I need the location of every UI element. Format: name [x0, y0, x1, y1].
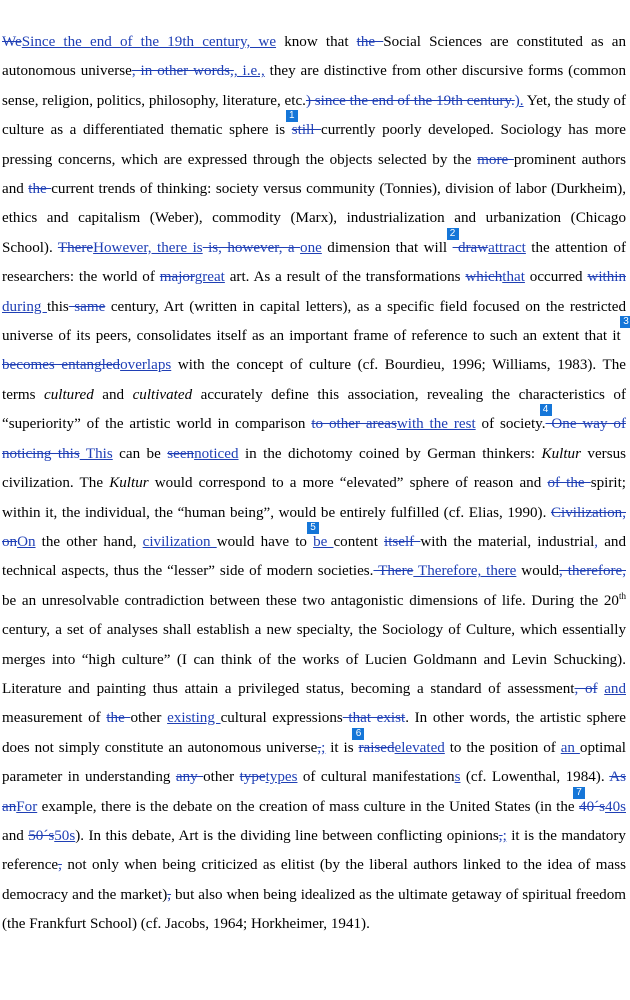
- body-text: Yet, the study of culture as a differentiated thematic sphere is: [2, 92, 627, 139]
- deleted-text[interactable]: of the: [547, 475, 591, 492]
- comment-marker-label: 4: [540, 404, 552, 416]
- body-text: but also when being idealized as the ultimate getaway of spiritual freedom (the Frankfurt School) (cf. Jacobs, 1964; Horkheimer, 1941).: [2, 886, 626, 933]
- body-text: can be: [112, 445, 168, 462]
- deleted-text[interactable]: itself: [384, 533, 421, 550]
- comment-marker-label: 3: [620, 316, 630, 328]
- inserted-text[interactable]: an: [560, 739, 580, 756]
- deleted-text[interactable]: the: [356, 34, 384, 50]
- italic-term: Kultur: [541, 445, 581, 462]
- inserted-text[interactable]: types: [265, 769, 298, 786]
- inserted-text[interactable]: ).: [514, 92, 524, 109]
- comment-marker-label: 7: [573, 787, 585, 799]
- body-text: in the dichotomy coined by German thinkers:: [238, 445, 542, 462]
- body-text: cultural expressions: [220, 710, 343, 727]
- deleted-text[interactable]: , therefore,: [559, 563, 626, 580]
- inserted-text[interactable]: be: [313, 533, 334, 550]
- body-text: century, a set of analyses shall establish a new specialty, the Sociology of Culture, which essentially merges into “high culture” (I can think of the works of Lucien Goldmann and Levin Schucking). Literature and painting thus attain a privileged status, becoming a standard of assessment: [2, 622, 626, 697]
- deleted-text[interactable]: One way of noticing this: [2, 416, 626, 462]
- inserted-text[interactable]: s: [454, 769, 461, 786]
- deleted-text[interactable]: raised: [358, 739, 395, 756]
- body-text: it is: [325, 739, 359, 756]
- inserted-text[interactable]: with the rest: [396, 416, 476, 433]
- deleted-text[interactable]: 50´s: [28, 827, 55, 844]
- body-text: versus civilization. The: [2, 445, 626, 492]
- body-text: other: [130, 710, 168, 727]
- superscript: th: [618, 590, 626, 601]
- body-text: dimension that will: [321, 239, 453, 256]
- deleted-text[interactable]: ,: [317, 739, 322, 756]
- body-text: to the position of: [444, 739, 561, 756]
- body-text: the other hand,: [35, 533, 143, 550]
- body-text: example, there is the debate on the creation of mass culture in the United States (in the: [37, 798, 580, 815]
- body-text: the attention of researchers: the world of: [2, 239, 626, 286]
- body-text: current trends of thinking: society versus community (Tonnies), division of labor (Durkheim), ethics and capitalism (Weber), commodity (Marx), industrialization and urbanization (Chicago School).: [2, 181, 626, 256]
- inserted-text[interactable]: during: [2, 298, 47, 315]
- body-text: and: [2, 827, 29, 844]
- body-text: ). In this debate, Art is the dividing line between conflicting opinions: [75, 827, 499, 844]
- deleted-text[interactable]: major: [159, 269, 195, 286]
- deleted-text[interactable]: to other areas: [311, 416, 397, 433]
- inserted-text[interactable]: and: [604, 680, 626, 697]
- body-text: accurately define this association, revealing the characteristics of “superiority” of the artistic world in comparison: [2, 386, 626, 433]
- body-text: . In other words, the artistic sphere does not simply constitute an autonomous universe: [2, 710, 627, 756]
- comment-marker-label: 6: [352, 728, 364, 740]
- body-text: currently: [321, 122, 383, 139]
- inserted-text[interactable]: ,: [594, 533, 599, 550]
- inserted-text[interactable]: On: [17, 533, 36, 550]
- body-text: know that: [276, 34, 357, 50]
- body-text: optimal parameter in understanding: [2, 739, 627, 786]
- body-text: and technical aspects, thus the “lesser” side of modern societies.: [2, 533, 626, 580]
- body-text: and: [93, 386, 133, 403]
- deleted-text[interactable]: , in other words,: [131, 63, 234, 80]
- inserted-text[interactable]: ;: [321, 739, 326, 756]
- inserted-text[interactable]: For: [16, 798, 38, 815]
- italic-term: Kultur: [109, 475, 149, 492]
- deleted-text[interactable]: There: [57, 239, 94, 256]
- deleted-text[interactable]: still: [291, 122, 321, 139]
- body-text: measurement of: [2, 710, 107, 727]
- italic-term: cultured: [44, 386, 94, 403]
- body-text: art. As a result of the transformations: [224, 269, 466, 286]
- body-text: with the concept of culture (cf. Bourdieu, 1996; Williams, 1983). The terms: [2, 357, 626, 403]
- deleted-text[interactable]: As an: [2, 769, 626, 815]
- body-text: Social Sciences are constituted as an autonomous universe: [2, 34, 627, 80]
- inserted-text[interactable]: ;: [502, 827, 507, 844]
- body-text: would have to: [216, 533, 314, 550]
- deleted-text[interactable]: ,: [498, 827, 503, 844]
- body-text: not only when being criticized as elitist (by the liberal authors linked to the idea of mass democracy and the market): [2, 857, 626, 903]
- inserted-text[interactable]: that: [502, 269, 525, 286]
- body-text: it is the mandatory reference: [2, 827, 626, 874]
- deleted-text[interactable]: We: [2, 34, 22, 50]
- inserted-text[interactable]: noticed: [194, 445, 239, 462]
- deleted-text[interactable]: any: [175, 769, 204, 786]
- inserted-text[interactable]: overlaps: [120, 357, 172, 374]
- deleted-text[interactable]: type: [239, 769, 266, 786]
- body-text: this: [46, 298, 69, 315]
- inserted-text[interactable]: 40s: [605, 798, 626, 815]
- inserted-text[interactable]: This: [79, 445, 113, 462]
- deleted-text[interactable]: 40´s: [579, 798, 606, 815]
- body-text: (cf. Lowenthal, 1984).: [460, 769, 610, 786]
- deleted-text[interactable]: seen: [167, 445, 195, 462]
- inserted-text[interactable]: civilization: [142, 533, 217, 550]
- deleted-text[interactable]: within: [587, 269, 626, 286]
- deleted-text[interactable]: is, however, a: [202, 239, 301, 256]
- deleted-text[interactable]: There: [373, 563, 414, 580]
- body-text: be an unresolvable contradiction between these two antagonistic dimensions of life. During the 20: [2, 592, 619, 609]
- inserted-text[interactable]: existing: [167, 710, 221, 727]
- comment-marker-label: 1: [286, 110, 298, 122]
- body-text: content: [333, 533, 385, 550]
- body-text: century, Art (written in capital letters), as a specific field focused on the restricted universe of its peers, consolidates itself as an important frame of reference to such an extent that it: [2, 298, 626, 345]
- inserted-text[interactable]: However, there is: [93, 239, 203, 256]
- inserted-text[interactable]: one: [300, 239, 322, 256]
- deleted-text[interactable]: more: [477, 151, 514, 168]
- inserted-text[interactable]: elevated: [394, 739, 445, 756]
- body-text: of cultural manifestation: [297, 769, 455, 786]
- inserted-text[interactable]: , i.e.,: [233, 63, 265, 80]
- body-text: of society.: [475, 416, 546, 433]
- body-text: poorly developed. Sociology has more pressing concerns, which are expressed through the objects selected by the: [2, 122, 626, 168]
- inserted-text[interactable]: great: [194, 269, 225, 286]
- inserted-text[interactable]: Therefore, there: [413, 563, 517, 580]
- body-text: with the material, industrial: [420, 533, 595, 550]
- inserted-text[interactable]: Since the end of the 19th century, we: [21, 34, 277, 50]
- body-text: other: [203, 769, 240, 786]
- deleted-text[interactable]: which: [465, 269, 503, 286]
- deleted-text[interactable]: the: [28, 181, 52, 198]
- comment-marker-label: 5: [307, 522, 319, 534]
- body-text: spirit; within it, the individual, the “human being”, would be entirely fulfilled (cf. Elias, 1990).: [2, 475, 626, 521]
- deleted-text[interactable]: ,: [58, 857, 62, 874]
- comment-marker-label: 2: [447, 228, 459, 240]
- deleted-text[interactable]: , of: [574, 680, 598, 697]
- italic-term: cultivated: [132, 386, 193, 403]
- body-text: would: [516, 563, 560, 580]
- body-text: would correspond to a more “elevated” sphere of reason and: [148, 475, 548, 492]
- tracked-changes-paragraph[interactable]: [2, 28, 629, 940]
- document-body: [2, 28, 629, 940]
- deleted-text[interactable]: that exist: [342, 710, 406, 727]
- inserted-text[interactable]: 50s: [54, 827, 76, 844]
- deleted-text[interactable]: the: [106, 710, 131, 727]
- deleted-text[interactable]: ) since the end of the 19th century.: [305, 92, 515, 109]
- deleted-text[interactable]: draw: [452, 239, 489, 256]
- body-text: they are distinctive from other discursive forms (common sense, religion, politics, philosophy, literature, etc.: [2, 63, 627, 109]
- body-text: prominent authors and: [2, 151, 627, 198]
- body-text: occurred: [524, 269, 588, 286]
- deleted-text[interactable]: Civilization, on: [2, 504, 626, 550]
- deleted-text[interactable]: same: [68, 298, 106, 315]
- deleted-text[interactable]: ,: [167, 886, 172, 903]
- inserted-text[interactable]: attract: [488, 239, 526, 256]
- deleted-text[interactable]: becomes entangled: [2, 357, 121, 374]
